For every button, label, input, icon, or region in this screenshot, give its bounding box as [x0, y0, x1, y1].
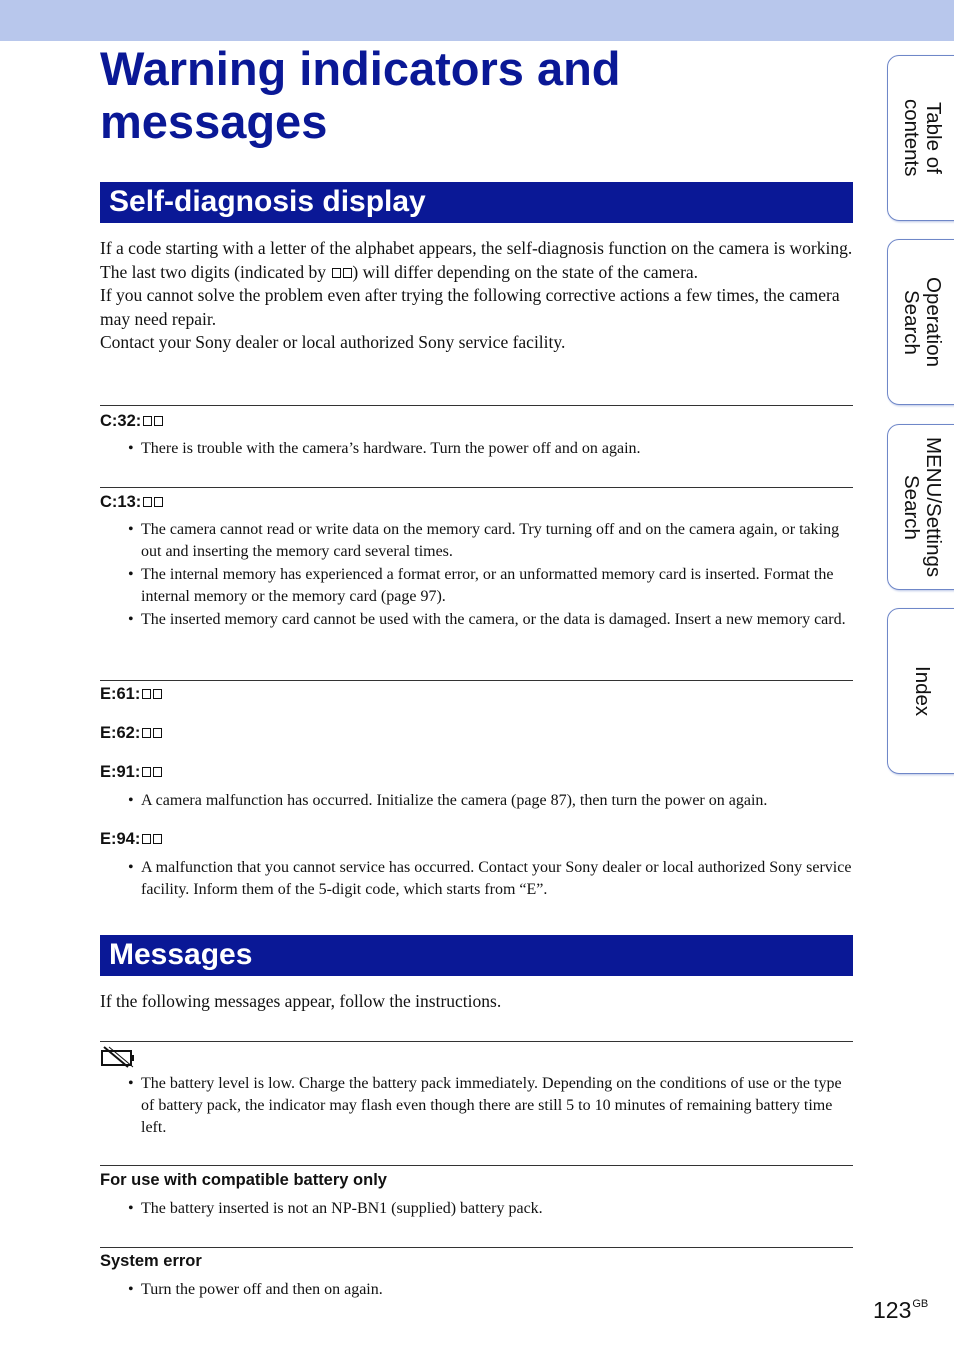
error-code-c32	[100, 411, 163, 431]
tab-label: Index	[911, 665, 934, 717]
divider	[100, 1165, 853, 1166]
battery-low-icon	[100, 1046, 136, 1068]
code-label: E:91:	[100, 763, 141, 781]
error-code-e91	[100, 762, 162, 782]
digit-box-icon	[142, 689, 151, 699]
tab-label: MENU/Settings Search	[900, 436, 945, 578]
bullet-list-system-error	[128, 1279, 856, 1301]
list-item: • The inserted memory card cannot be used with the camera, or the data is damaged. Insert a new memory card.	[128, 609, 856, 631]
bullet-list-c13	[128, 519, 856, 631]
page-title: Warning indicators and messages	[100, 42, 621, 148]
divider	[100, 1247, 853, 1248]
intro-text-2: ) will differ depending on the state of the camera.	[352, 261, 699, 282]
top-band	[0, 0, 954, 41]
digit-box-icon	[154, 416, 163, 426]
list-item: • Turn the power off and then on again.	[128, 1279, 856, 1301]
digit-box-icon	[142, 728, 151, 738]
bullet-list-compatible-battery	[128, 1198, 856, 1220]
list-item: • The internal memory has experienced a format error, or an unformatted memory card is inserted. Format the internal memory or the memory card (page 97).	[128, 564, 856, 608]
list-item: • A malfunction that you cannot service has occurred. Contact your Sony dealer or local authorized Sony service facility. Inform them of the 5-digit code, which starts from “E”.	[128, 857, 856, 901]
tab-menu-settings-search[interactable]	[887, 424, 954, 590]
bullet-list-battery	[128, 1073, 856, 1139]
list-item: • There is trouble with the camera’s hardware. Turn the power off and on again.	[128, 438, 856, 460]
code-label: C:32:	[100, 412, 142, 430]
digit-box-icon	[143, 497, 152, 507]
self-diagnosis-intro	[100, 237, 855, 355]
bullet-list-e94	[128, 857, 856, 901]
section-heading-messages: Messages	[100, 935, 853, 976]
digit-box-icon	[154, 497, 163, 507]
page-number	[873, 1290, 928, 1324]
intro-text-4: Contact your Sony dealer or local authorized Sony service facility.	[100, 332, 566, 352]
error-code-c13	[100, 492, 163, 512]
list-item: • The battery inserted is not an NP-BN1 (supplied) battery pack.	[128, 1198, 856, 1220]
digit-box-icon	[153, 834, 162, 844]
intro-text-3: If you cannot solve the problem even after trying the following corrective actions a few times, the camera may need repair.	[100, 285, 840, 329]
error-code-e94	[100, 829, 162, 849]
divider	[100, 487, 853, 488]
digit-box-icon	[142, 767, 151, 777]
digit-box-icon	[142, 834, 151, 844]
tab-table-of-contents[interactable]	[887, 55, 954, 221]
error-code-e62	[100, 723, 162, 743]
error-code-e61	[100, 684, 162, 704]
messages-intro: If the following messages appear, follow the instructions.	[100, 991, 502, 1011]
digit-box-icon	[153, 728, 162, 738]
divider	[100, 1041, 853, 1042]
list-item: • The camera cannot read or write data on the memory card. Try turning off and on the camera again, or taking out and inserting the memory card several times.	[128, 519, 856, 563]
message-title-compatible-battery: For use with compatible battery only	[100, 1171, 387, 1189]
intro-text-1: If a code starting with a letter of the alphabet appears, the self-diagnosis function on the camera is working. The last two digits (indicated by	[100, 238, 853, 282]
code-label: E:62:	[100, 724, 141, 742]
code-label: E:61:	[100, 685, 141, 703]
tab-label: Table of contents	[900, 99, 945, 177]
section-heading-self-diagnosis: Self-diagnosis display	[100, 182, 853, 223]
digit-box-icon	[332, 268, 341, 278]
list-item: • The battery level is low. Charge the battery pack immediately. Depending on the conditions of use or the type of battery pack, the indicator may flash even though there are still 5 to 10 minutes of remaining battery time left.	[128, 1073, 856, 1139]
bullet-list-e91	[128, 790, 856, 812]
message-title-system-error: System error	[100, 1252, 202, 1270]
tab-label: Operation Search	[900, 276, 945, 368]
code-label: E:94:	[100, 830, 141, 848]
digit-box-icon	[153, 767, 162, 777]
code-label: C:13:	[100, 493, 142, 511]
divider	[100, 680, 853, 681]
tab-operation-search[interactable]	[887, 239, 954, 405]
list-item: • A camera malfunction has occurred. Initialize the camera (page 87), then turn the power on again.	[128, 790, 856, 812]
bullet-list-c32	[128, 438, 856, 460]
digit-box-icon	[143, 416, 152, 426]
divider	[100, 405, 853, 406]
page-number-suffix: GB	[912, 1298, 929, 1310]
tab-index[interactable]	[887, 608, 954, 774]
page-number-value: 123	[873, 1297, 912, 1323]
digit-box-icon	[153, 689, 162, 699]
